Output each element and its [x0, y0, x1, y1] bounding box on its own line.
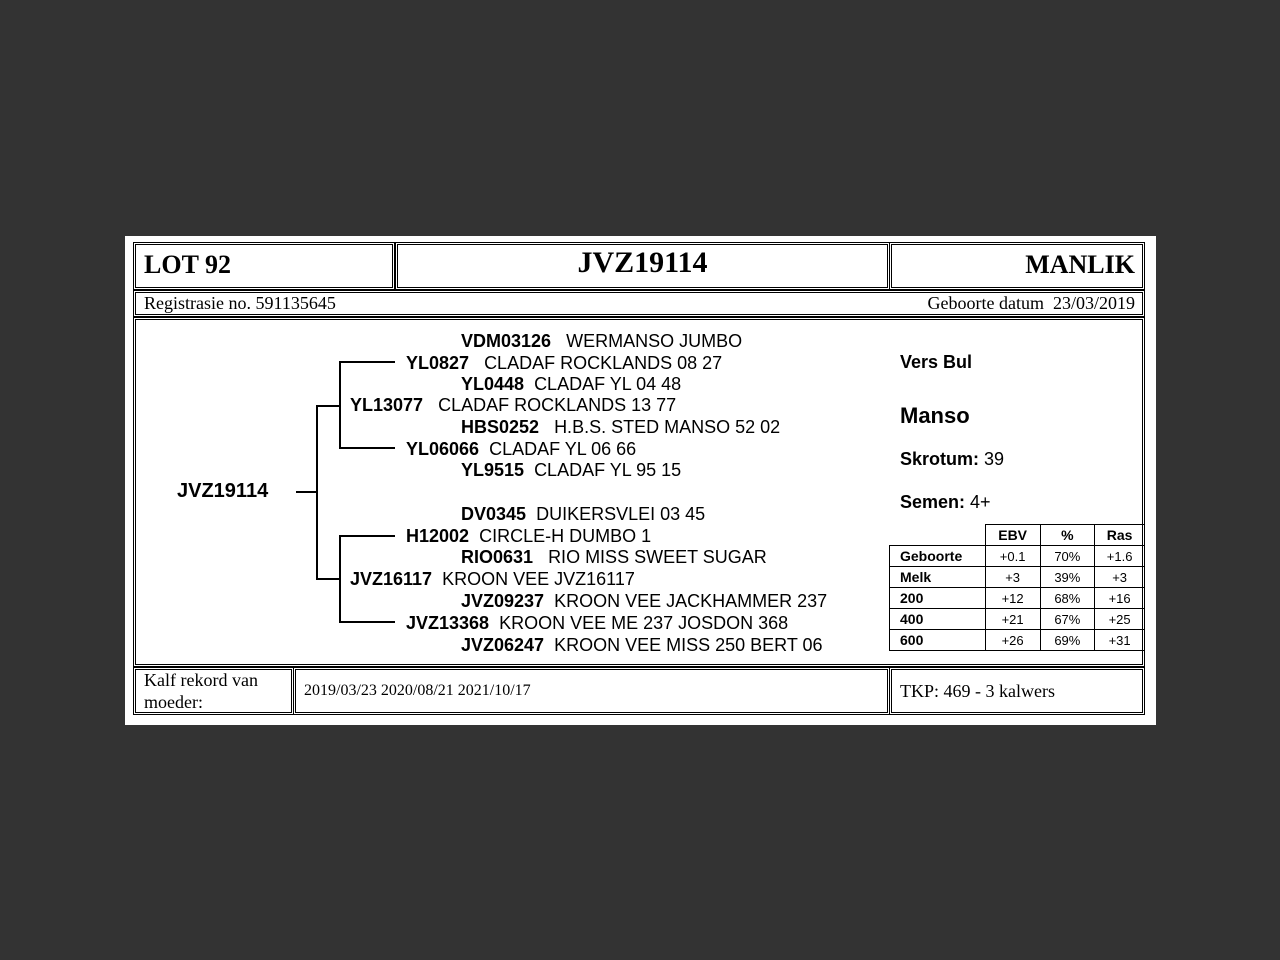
ebv-value: +12 — [985, 588, 1040, 609]
ebv-value: +26 — [985, 630, 1040, 651]
pedigree-code: YL13077 — [350, 395, 424, 415]
pedigree-name: H.B.S. STED MANSO 52 02 — [554, 417, 781, 437]
registration-field — [144, 293, 336, 314]
pedigree-ds — [406, 526, 651, 547]
ebv-row — [890, 609, 1145, 630]
semen-value: 4+ — [970, 492, 991, 512]
pedigree-ssd — [461, 374, 681, 395]
ebv-value: +3 — [985, 567, 1040, 588]
pedigree-dss — [461, 504, 705, 525]
pedigree-name: CIRCLE-H DUMBO 1 — [479, 526, 652, 546]
ebv-row — [890, 567, 1145, 588]
ebv-breed-avg: +31 — [1095, 630, 1145, 651]
ebv-header-row — [890, 525, 1145, 546]
pedigree-code: DV0345 — [461, 504, 527, 524]
ebv-accuracy: 39% — [1040, 567, 1095, 588]
ebv-row — [890, 630, 1145, 651]
pedigree-name: RIO MISS SWEET SUGAR — [548, 547, 767, 567]
pedigree-sss — [461, 331, 742, 352]
sire-sire-connector — [339, 361, 395, 363]
ebv-trait: 200 — [890, 588, 986, 609]
status-label: Vers Bul — [900, 352, 973, 372]
birth-date-field — [928, 293, 1135, 314]
lot-number: LOT 92 — [144, 250, 231, 279]
birth-date-label: Geboorte datum — [927, 293, 1044, 313]
pedigree-name: KROON VEE JVZ16117 — [442, 569, 635, 589]
pedigree-name: KROON VEE ME 237 JOSDON 368 — [499, 613, 789, 633]
pedigree-code: HBS0252 — [461, 417, 540, 437]
pedigree-name: CLADAF YL 06 66 — [489, 439, 637, 459]
pedigree-code: YL9515 — [461, 460, 525, 480]
calf-record-label-line: Kalf rekord van — [144, 670, 258, 690]
ebv-trait: 600 — [890, 630, 986, 651]
ebv-value: +21 — [985, 609, 1040, 630]
ebv-accuracy: 68% — [1040, 588, 1095, 609]
pedigree-code: JVZ06247 — [461, 635, 545, 655]
birth-date-value: 23/03/2019 — [1052, 293, 1135, 313]
animal-id-title: JVZ19114 — [577, 246, 708, 279]
ebv-header: % — [1040, 525, 1095, 546]
pedigree-code: H12002 — [406, 526, 470, 546]
tkp-value: TKP: 469 - 3 kalwers — [900, 681, 1055, 701]
pedigree-subject: JVZ19114 — [177, 480, 269, 502]
semen-field — [900, 492, 991, 513]
pedigree-code: JVZ09237 — [461, 591, 545, 611]
pedigree-dam — [350, 569, 635, 590]
ebv-header: EBV — [985, 525, 1040, 546]
breed-line: Manso — [900, 403, 970, 428]
ebv-accuracy: 69% — [1040, 630, 1095, 651]
calf-dates: 2019/03/23 2020/08/21 2021/10/17 — [304, 682, 531, 699]
calf-record-label — [144, 669, 258, 713]
sire-connector — [316, 405, 340, 407]
semen-label: Semen: — [900, 492, 966, 512]
pedigree-dds — [461, 591, 827, 612]
ebv-table — [889, 524, 1145, 651]
sire-vertical — [339, 361, 341, 448]
ebv-header-blank — [890, 525, 986, 546]
ebv-breed-avg: +1.6 — [1095, 546, 1145, 567]
skrotum-value: 39 — [984, 449, 1005, 469]
dam-sire-connector — [339, 535, 395, 537]
pedigree-dd — [406, 613, 788, 634]
pedigree-ss — [406, 353, 722, 374]
pedigree-name: CLADAF YL 04 48 — [534, 374, 682, 394]
main-vertical — [316, 405, 318, 580]
pedigree-name: CLADAF YL 95 15 — [534, 460, 682, 480]
dam-dam-connector — [339, 621, 395, 623]
pedigree-sds — [461, 417, 780, 438]
pedigree-name: KROON VEE JACKHAMMER 237 — [554, 591, 828, 611]
registration-number: 591135645 — [255, 293, 336, 313]
lot-card — [125, 236, 1156, 725]
skrotum-label: Skrotum: — [900, 449, 980, 469]
sex-label: MANLIK — [1025, 250, 1135, 279]
pedigree-code: VDM03126 — [461, 331, 552, 351]
ebv-value: +0.1 — [985, 546, 1040, 567]
dam-connector — [316, 578, 340, 580]
pedigree-name: CLADAF ROCKLANDS 13 77 — [438, 395, 677, 415]
ebv-accuracy: 70% — [1040, 546, 1095, 567]
pedigree-sire — [350, 395, 676, 416]
pedigree-code: YL0448 — [461, 374, 525, 394]
calf-record-label-line: moeder: — [144, 692, 203, 712]
pedigree-code: JVZ16117 — [350, 569, 433, 589]
pedigree-name: CLADAF ROCKLANDS 08 27 — [484, 353, 723, 373]
subject-connector — [296, 491, 316, 493]
ebv-header: Ras — [1095, 525, 1145, 546]
ebv-breed-avg: +16 — [1095, 588, 1145, 609]
ebv-trait: Melk — [890, 567, 986, 588]
pedigree-code: RIO0631 — [461, 547, 534, 567]
skrotum-field — [900, 449, 1004, 470]
pedigree-name: DUIKERSVLEI 03 45 — [536, 504, 706, 524]
pedigree-code: YL0827 — [406, 353, 470, 373]
pedigree-dsd — [461, 547, 767, 568]
ebv-breed-avg: +25 — [1095, 609, 1145, 630]
dam-vertical — [339, 535, 341, 622]
ebv-row — [890, 546, 1145, 567]
ebv-accuracy: 67% — [1040, 609, 1095, 630]
registration-label: Registrasie no. — [144, 293, 251, 313]
pedigree-sdd — [461, 460, 681, 481]
pedigree-name: WERMANSO JUMBO — [566, 331, 743, 351]
ebv-breed-avg: +3 — [1095, 567, 1145, 588]
pedigree-sd — [406, 439, 636, 460]
pedigree-code: YL06066 — [406, 439, 480, 459]
ebv-trait: 400 — [890, 609, 986, 630]
pedigree-ddd — [461, 635, 823, 656]
pedigree-name: KROON VEE MISS 250 BERT 06 — [554, 635, 823, 655]
ebv-row — [890, 588, 1145, 609]
sire-dam-connector — [339, 447, 395, 449]
ebv-trait: Geboorte — [890, 546, 986, 567]
pedigree-code: JVZ13368 — [406, 613, 490, 633]
